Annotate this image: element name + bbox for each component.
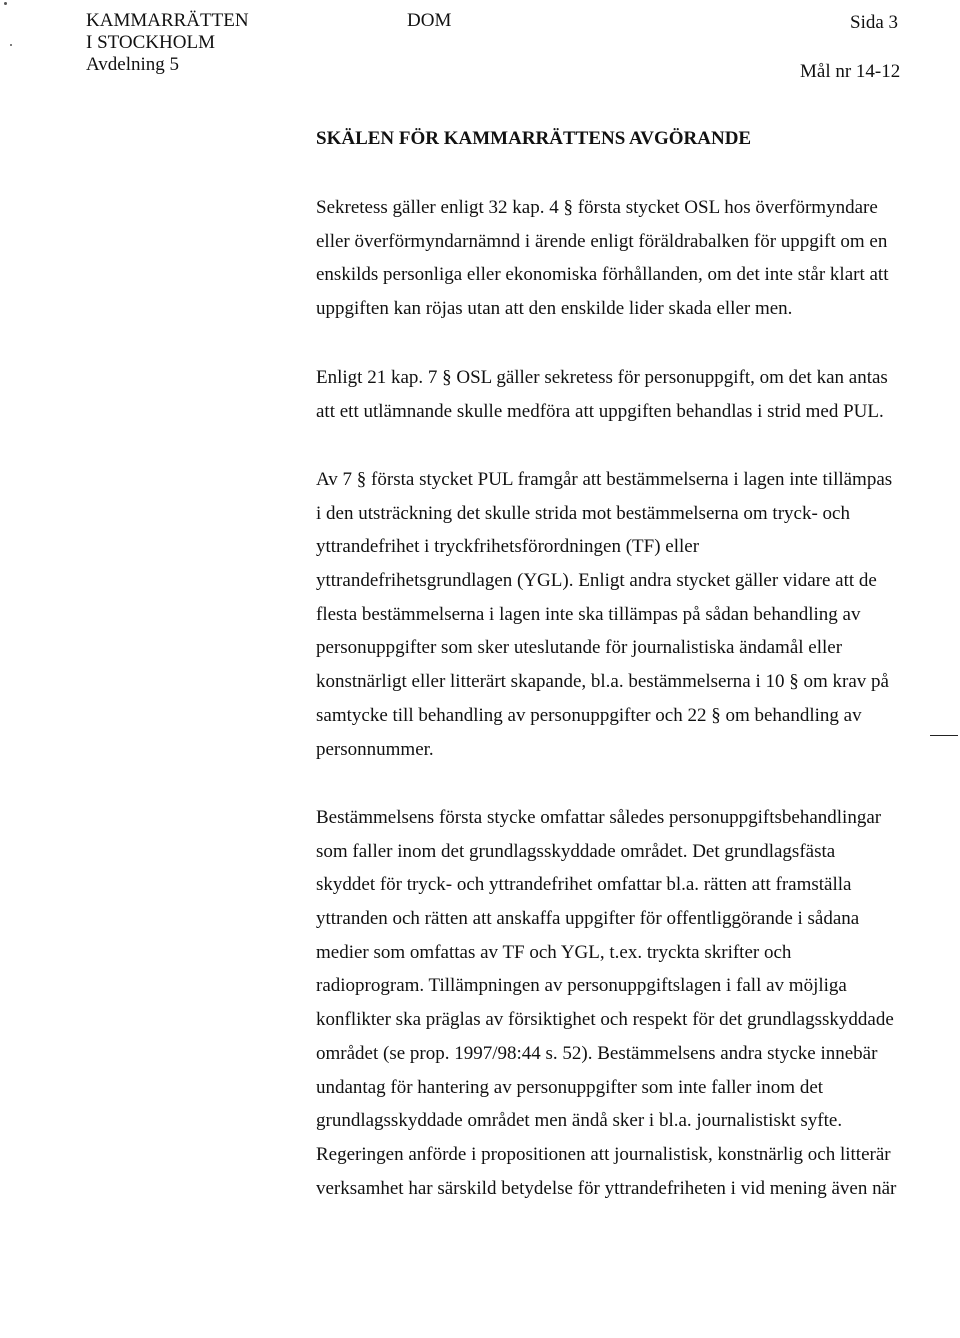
text-line: samtycke till behandling av personuppgifter och 22 § om behandling av [316,704,862,726]
text-line: medier som omfattas av TF och YGL, t.ex. tryckta skrifter och [316,941,792,963]
section-heading: SKÄLEN FÖR KAMMARRÄTTENS AVGÖRANDE [316,128,752,149]
page-number: Sida 3 [850,12,899,33]
margin-mark [930,735,958,736]
text-line: området (se prop. 1997/98:44 s. 52). Bestämmelsens andra stycke innebär [316,1042,878,1064]
text-line: uppgiften kan röjas utan att den enskilde lider skada eller men. [316,298,793,320]
text-line: yttranden och rätten att anskaffa uppgifter för offentliggörande i sådana [316,908,860,930]
text-line: yttrandefrihet i tryckfrihetsförordningen (TF) eller [316,536,700,558]
text-line: Enligt 21 kap. 7 § OSL gäller sekretess för personuppgift, om det kan antas [316,367,888,388]
document-type: DOM [407,10,452,31]
paragraph [316,463,916,766]
text-line: att ett utlämnande skulle medföra att uppgiften behandlas i strid med PUL. [316,400,884,422]
text-line: personnummer. [316,738,434,760]
text-line: Regeringen anförde i propositionen att journalistisk, konstnärlig och litterär [316,1143,891,1165]
court-line: Avdelning 5 [86,54,180,75]
text-line: i den utsträckning det skulle strida mot bestämmelserna om tryck- och [316,502,850,524]
case-number: Mål nr 14-12 [800,61,901,82]
paragraph [316,361,916,428]
text-line: Bestämmelsens första stycke omfattar således personuppgiftsbehandlingar [316,807,882,828]
paragraph [316,801,916,1205]
scan-speck [10,44,12,46]
text-line: personuppgifter som sker uteslutande för journalistiska ändamål eller [316,637,843,659]
text-line: radioprogram. Tillämpningen av personuppgiftslagen i fall av möjliga [316,975,847,997]
text-line: som faller inom det grundlagsskyddade området. Det grundlagsfästa [316,840,836,862]
court-name [86,10,249,76]
text-line: eller överförmyndarnämnd i ärende enligt föräldrabalken för uppgift om en [316,230,888,252]
text-line: grundlagsskyddade området men ändå sker i bl.a. journalistiskt syfte. [316,1110,843,1132]
text-line: flesta bestämmelserna i lagen inte ska tillämpas på sådan behandling av [316,603,861,625]
text-line: skyddet för tryck- och yttrandefrihet omfattar bl.a. rätten att framställa [316,874,852,896]
text-line: enskilds personliga eller ekonomiska förhållanden, om det inte står klart att [316,264,889,286]
court-line: I STOCKHOLM [86,32,215,53]
text-line: verksamhet har särskild betydelse för yttrandefriheten i vid mening även när [316,1177,897,1199]
court-line: KAMMARRÄTTEN [86,10,249,31]
text-line: undantag för hantering av personuppgifter som inte faller inom det [316,1076,824,1098]
scan-speck [4,2,7,5]
text-line: yttrandefrihetsgrundlagen (YGL). Enligt andra stycket gäller vidare att de [316,570,877,592]
paragraph [316,191,916,326]
text-line: Sekretess gäller enligt 32 kap. 4 § första stycket OSL hos överförmyndare [316,197,878,218]
text-line: Av 7 § första stycket PUL framgår att bestämmelserna i lagen inte tillämpas [316,469,893,490]
text-line: konflikter ska präglas av försiktighet och respekt för det grundlagsskyddade [316,1009,894,1031]
text-line: konstnärligt eller litterärt skapande, bl.a. bestämmelserna i 10 § om krav på [316,671,889,693]
